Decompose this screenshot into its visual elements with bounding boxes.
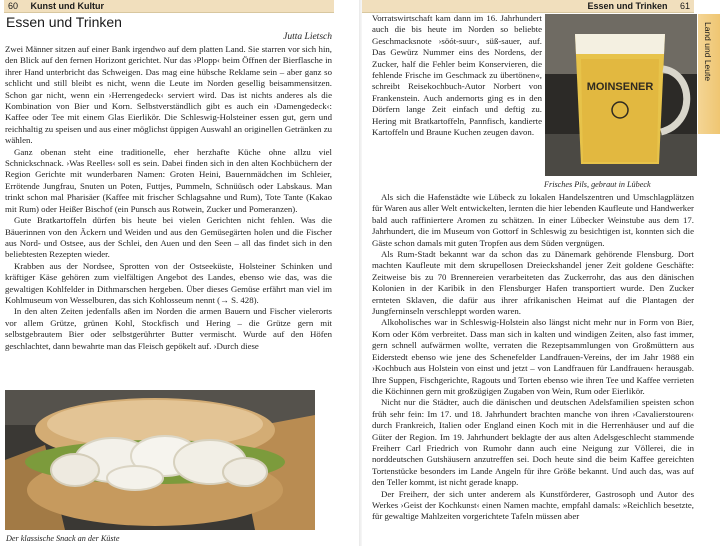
glass-logo-text: MOINSENER xyxy=(586,81,654,93)
paragraph: Als Rum-Stadt bekannt war da schon das zu Dänemark gehörende Flensburg. Dort machten Kaufleute mit dem skrupellosen Dreieckshandel jener Zeit goldene Geschäfte: Zeitweise bis zu 70 Brennereien verarbeiteten das Zuckerrohr, das aus den dänischen Kolonien in der Karibik in den Flensburger Hafen transportiert wurde. Den Zucker ernteten Sklaven, die dafür aus ihrer afrikanischen Heimat auf die Plantagen der Jungferninseln verschleppt worden waren. xyxy=(372,249,694,317)
beer-glass-photo xyxy=(545,14,697,176)
article-title: Essen und Trinken xyxy=(6,14,122,30)
article-author: Jutta Lietsch xyxy=(283,32,332,42)
paragraph: Nicht nur die Städter, auch die dänischen und deutschen Adelsfamilien speisten schon früh sehr fein: Im 17. und 18. Jahrhundert brachten manche von ihren ›Cavalierstouren‹ durch Frankreich, Italien oder England einen Koch mit in die Herrenhäuser und auf die Güter der Region. Im 19. Jahrhundert beklagte der aus alten Adelsgeschlecht stammende Freiherr Carl Friedrich von Rumohr dann auch eine Neigung zur Völlerei, die in norddeutschen Gutshäusern anzutreffen sei. Doch heute sind die beim Kaffee gereichten Tortenstücke besonders im Lande Angeln für ihre Größe bekannt. Und auch das, was auf den Teller kommt, ist nicht gerade knapp. xyxy=(372,397,694,488)
right-page-number: 61 xyxy=(679,1,690,11)
right-page xyxy=(362,0,720,546)
paragraph: Zwei Männer sitzen auf einer Bank irgendwo auf dem platten Land. Sie starren vor sich hin, den Blick auf den fernen Horizont gerichtet. Nur das ›Plopp‹ beim Öffnen der Bierflasche in ihrer Hand unterbricht das Schweigen. Das mag eine hübsche Reklame sein – aber ganz so schlicht und still bleibt es nicht, wenn die Leute im Norden gesellig beisammensitzen. Schon gar nicht, wenn ein ›Herrengedeck‹ serviert wird. Das ist nichts anderes als die Kombination von Bier und Korn. Selbstverständlich gibt es auch ein ›Damengedeck‹: Kaffee oder Tee mit einem Glas Eierlikör. Die Schleswig-Holsteiner essen gut, gern und reichhaltig zu speisen und aus einer möglichst üppigen Auswahl an originellen Getränken zu wählen. xyxy=(5,44,332,146)
left-page-header xyxy=(4,0,334,13)
paragraph: In den alten Zeiten jedenfalls aßen im Norden die armen Bauern und Fischer vielerorts vor allem Grütze, grünen Kohl, Stockfisch und Hering – die Grütze gern mit selbstgebrautem Bier oder selbstgerührter Butter vermischt. Wurde auf den Höfen geschlachtet, dann bewahrte man das Fleisch gepökelt auf. ›Durch diese xyxy=(5,306,332,351)
right-column-text xyxy=(372,13,542,194)
paragraph: Als sich die Hafenstädte wie Lübeck zu lokalen Handelszentren und Umschlagplätzen für Waren aus aller Welt entwickelten, lernten die hier lebenden Kaufleute und Handwerker bald auch raffiniertere Aromen zu schätzen. In einer Lübecker Weinstube aus dem 17. Jahrhundert, die im Museum von Gottorf in Schleswig zu besichtigen ist, konnten sich die Gäste schon damals mit guten Tropfen aus dem Süden vergnügen. xyxy=(372,192,694,248)
left-body-text xyxy=(5,44,332,386)
right-page-header xyxy=(362,0,694,13)
chapter-side-tab xyxy=(698,14,720,134)
fish-sandwich-photo xyxy=(5,390,315,530)
sandwich-photo-caption: Der klassische Snack an der Küste xyxy=(6,534,120,543)
paragraph: Ganz obenan steht eine traditionelle, eher herzhafte Küche ohne allzu viel Schnickschnack. ›Was Reelles‹ soll es sein. Dabei finden sich in den alten Kochbüchern der Region Gerichte mit wunderbaren Namen: Groten Heini, Bauernmädchen im Schleier, Errötende Jungfrau, Snuten un Poten, Futtjes, Pummeln, Schnüüsch oder Labskaus. Man trinkt schon mal Pharisäer (Kaffee mit frischer Schlagsahne und Rum), Tote Tante (Kakao mit Rum) oder Heißer Bischof (ein Punsch aus Rotwein, Zucker und Pomeranzen). xyxy=(5,146,332,214)
left-section-title: Kunst und Kultur xyxy=(30,1,105,11)
paragraph: Der Freiherr, der sich unter anderem als Kunstförderer, Gastrosoph und Autor des Werkes ›Geist der Kochkunst‹ einen Namen machte, empfahl damals: »Reichlich besetzte, für gewaltige Mahlzeiten vorgerichtete Tafeln müssen aber xyxy=(372,488,694,522)
paragraph: Alkoholisches war in Schleswig-Holstein also längst nicht mehr nur in Form von Bier, Korn oder Köm verbreitet. Dass man sich in kalten und windigen Zeiten, also fast immer, gern schnell aufwärmen wollte, verraten die Rezeptsammlungen von Großmüttern aus Eiderstedt ebenso wie jene des Schenefelder Landfrauen-Vereins, der im Jahr 1988 ein ›Kochbuch aus Holstein von einst und jetzt – von Landfrauen für Landfrauen‹ herausgab. Ihre Suppen, Fischgerichte, Ragouts und Torten ebenso wie ihren Tee und Kaffee verrieten die Köchinnen gern mit großzügigen Zugaben von Wein, Rum oder Eierlikör. xyxy=(372,317,694,396)
paragraph: Gute Bratkartoffeln dürfen bis heute bei vielen Gerichten nicht fehlen. Was die Bäuerinnen von den Äckern und Weiden und aus den Gemüsegärten holen und die Fischer aus Nord- und Ostsee, aus der Schlei, den Auen und den Seen – all das findet sich in den beliebtesten Rezepten wieder. xyxy=(5,215,332,260)
left-page-number: 60 xyxy=(8,1,19,11)
paragraph: Krabben aus der Nordsee, Sprotten von der Ostseeküste, Holsteiner Schinken und kräftiger Käse gehören zum vielfältigen Angebot des Landes, ebenso wie das, was die gewaltigen Kohlfelder in Dithmarschen hergeben. Über dieses Gemüse erfährt man viel im Kohlmuseum von Wesselburen, das sich Kohlosseum nennt (→ S. 428). xyxy=(5,260,332,305)
paragraph: Vorratswirtschaft kam dann im 16. Jahrhundert auch die bis heute im Norden so beliebte Geschmacksnote ›söót-suur‹, süß-sauer, auf. Das Gewürz Nummer eins des Nordens, der Zucker, half die Fehler beim Konservieren, die fehlende Frische im Geschmack zu übertönen«, schreibt Reisekochbuch-Autor Norbert von Frankenstein. Auch andernorts ging es in den Dörfern lange Zeit einfach und deftig zu. Hering mit Bratkartoffeln, Pannfisch, kandierte Kartoffeln und Braune Kuchen zeugen davon. xyxy=(372,13,542,138)
beer-photo-caption: Frisches Pils, gebraut in Lübeck xyxy=(544,180,651,189)
right-section-title: Essen und Trinken xyxy=(587,1,668,11)
right-body-text xyxy=(372,192,694,546)
side-tab-label: Land und Leute xyxy=(703,22,713,82)
